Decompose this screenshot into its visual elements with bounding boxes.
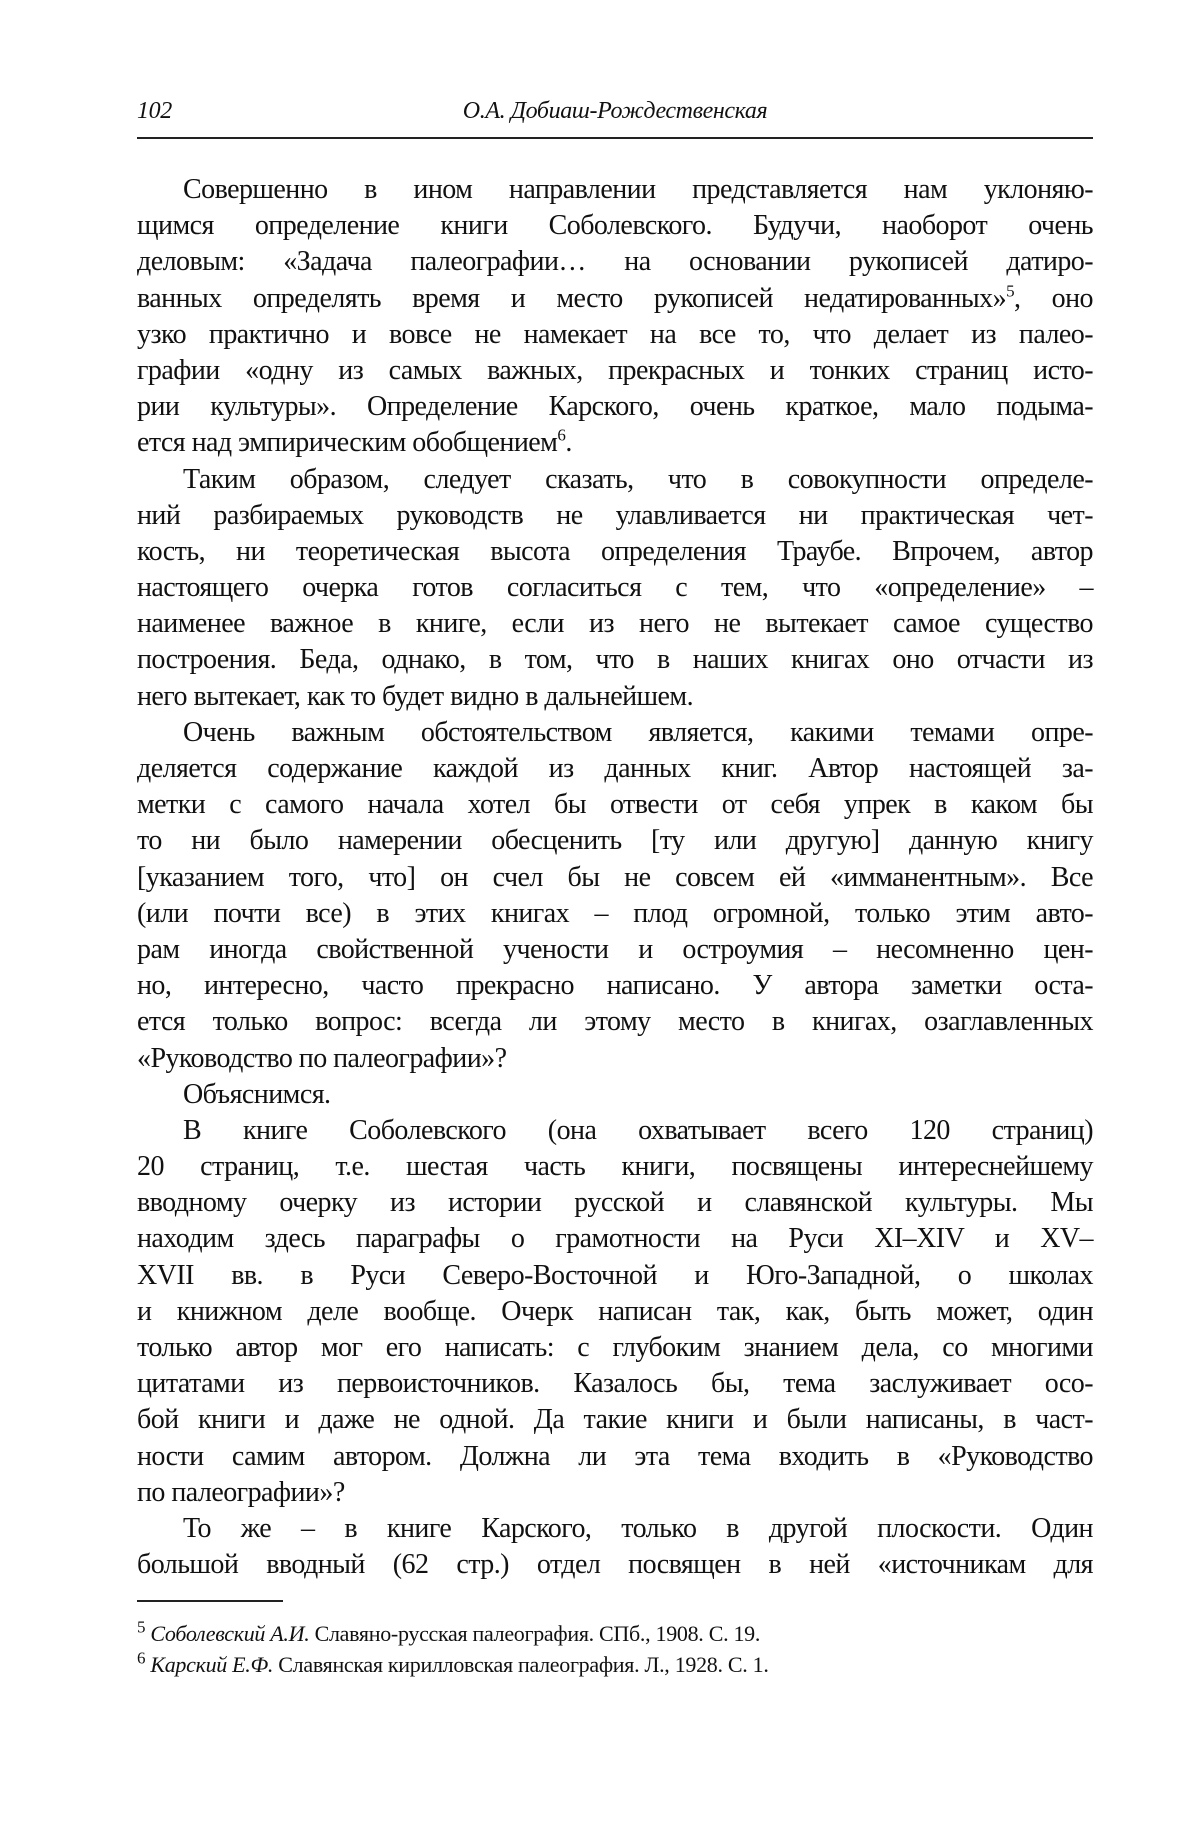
text-line: [137, 1077, 1093, 1113]
text-line: [137, 1221, 1093, 1257]
line-text: узко практично и вовсе не намекает на все то, что делает из палео-: [137, 318, 1093, 350]
footnote-author: Соболевский А.И.: [150, 1621, 310, 1646]
text-line: [137, 860, 1093, 896]
footnote-5: [137, 1618, 1093, 1649]
text-line: [137, 1185, 1093, 1221]
text-line: [137, 787, 1093, 823]
text-line: [137, 642, 1093, 678]
line-text: находим здесь параграфы о грамотности на Руси XI–XIV и XV–: [137, 1223, 1093, 1255]
line-text: XVII вв. в Руси Северо-Восточной и Юго-Западной, о школах: [137, 1259, 1093, 1291]
text-line: [137, 1113, 1093, 1149]
text-line: [137, 823, 1093, 859]
header-rule: [137, 137, 1093, 139]
line-text: щимся определение книги Соболевского. Будучи, наоборот очень: [137, 210, 1093, 242]
paragraph: [137, 1077, 1093, 1113]
text-line: [137, 1330, 1093, 1366]
text-line: [137, 1439, 1093, 1475]
line-text: то ни было намерении обесценить [ту или другую] данную книгу: [137, 825, 1093, 857]
footnote-reference: 5: [1006, 281, 1015, 301]
footnote-mark: 5: [137, 1617, 146, 1637]
line-text: наименее важное в книге, если из него не вытекает самое существо: [137, 608, 1093, 640]
text-line: [137, 715, 1093, 751]
footnote-text: Славяно-русская палеография. СПб., 1908. С. 19.: [309, 1621, 761, 1646]
text-line: [137, 932, 1093, 968]
line-text: ется над эмпирическим обобщением: [137, 427, 558, 459]
text-line: [137, 208, 1093, 244]
line-text: рам иногда свойственной учености и остроумия – несомненно цен-: [137, 933, 1093, 965]
line-text: графии «одну из самых важных, прекрасных и тонких страниц исто-: [137, 354, 1093, 386]
footnote-author: Карский Е.Ф.: [150, 1652, 274, 1677]
line-text: ний разбираемых руководств не улавливается ни практическая чет-: [137, 499, 1093, 531]
footnote-mark: 6: [137, 1648, 146, 1668]
text-line: [137, 1402, 1093, 1438]
running-header: [137, 98, 1093, 128]
line-text: (или почти все) в этих книгах – плод огромной, только этим авто-: [137, 897, 1093, 929]
text-line: [137, 462, 1093, 498]
text-line: [137, 1294, 1093, 1330]
line-text: метки с самого начала хотел бы отвести от себя упрек в каком бы: [137, 789, 1093, 821]
line-text: То же – в книге Карского, только в другой плоскости. Один: [183, 1512, 1093, 1544]
text-line: [137, 353, 1093, 389]
paragraph: [137, 1511, 1093, 1583]
line-text: В книге Соболевского (она охватывает всего 120 страниц): [183, 1114, 1093, 1146]
text-line: [137, 498, 1093, 534]
text-line: [137, 1475, 1093, 1511]
line-text: Объяснимся.: [183, 1078, 331, 1110]
text-line: [137, 1258, 1093, 1294]
text-line: [137, 389, 1093, 425]
line-text: него вытекает, как то будет видно в дальнейшем.: [137, 680, 694, 712]
page-number: 102: [137, 98, 172, 124]
line-text: , оно: [1014, 282, 1093, 314]
line-text: Таким образом, следует сказать, что в совокупности определе-: [183, 463, 1093, 495]
paragraph: [137, 1113, 1093, 1511]
text-line: [137, 896, 1093, 932]
text-line: [137, 425, 1093, 461]
line-text: только автор мог его написать: с глубоким знанием дела, со многими: [137, 1332, 1093, 1363]
line-text: .: [565, 427, 572, 459]
line-text: кость, ни теоретическая высота определения Траубе. Впрочем, автор: [137, 535, 1093, 567]
text-line: [137, 570, 1093, 606]
line-text: бой книги и даже не одной. Да такие книги и были написаны, в част-: [137, 1404, 1093, 1436]
text-line: [137, 1366, 1093, 1402]
footnote-reference: 6: [557, 425, 566, 445]
body-text: [137, 172, 1093, 1583]
line-text: по палеографии»?: [137, 1476, 345, 1508]
text-line: [137, 1004, 1093, 1040]
paragraph: [137, 462, 1093, 715]
footnote-6: [137, 1649, 1093, 1680]
line-text: ванных определять время и место рукописей недатированных»: [137, 282, 1007, 314]
paragraph: [137, 715, 1093, 1077]
text-line: [137, 968, 1093, 1004]
text-line: [137, 1041, 1093, 1077]
line-text: 20 страниц, т.е. шестая часть книги, посвящены интереснейшему: [137, 1151, 1093, 1183]
line-text: построения. Беда, однако, в том, что в наших книгах оно отчасти из: [137, 644, 1093, 676]
paragraph: [137, 172, 1093, 462]
text-line: [137, 281, 1093, 317]
footnotes: [137, 1618, 1093, 1680]
line-text: большой вводный (62 стр.) отдел посвящен в ней «источникам для: [137, 1549, 1093, 1581]
text-line: [137, 1511, 1093, 1547]
text-line: [137, 1149, 1093, 1185]
text-line: [137, 606, 1093, 642]
line-text: деляется содержание каждой из данных книг. Автор настоящей за-: [137, 753, 1093, 784]
line-text: «Руководство по палеографии»?: [137, 1042, 507, 1074]
footnote-text: Славянская кирилловская палеография. Л., 1928. С. 1.: [273, 1652, 769, 1677]
text-line: [137, 317, 1093, 353]
line-text: но, интересно, часто прекрасно написано. У автора заметки оста-: [137, 970, 1093, 1002]
running-title: О.А. Добиаш-Рождественская: [462, 98, 768, 124]
text-line: [137, 534, 1093, 570]
line-text: Совершенно в ином направлении представляется нам уклоняю-: [183, 174, 1093, 205]
line-text: и книжном деле вообще. Очерк написан так, как, быть может, один: [137, 1295, 1093, 1327]
line-text: настоящего очерка готов согласиться с тем, что «определение» –: [137, 572, 1093, 604]
line-text: [указанием того, что] он счел бы не совсем ей «имманентным». Все: [137, 861, 1093, 893]
line-text: ется только вопрос: всегда ли этому место в книгах, озаглавленных: [137, 1006, 1093, 1038]
line-text: вводному очерку из истории русской и славянской культуры. Мы: [137, 1187, 1093, 1219]
footnote-separator: [137, 1600, 283, 1602]
line-text: рии культуры». Определение Карского, очень краткое, мало подыма-: [137, 391, 1093, 423]
text-line: [137, 1547, 1093, 1583]
text-line: [137, 679, 1093, 715]
line-text: цитатами из первоисточников. Казалось бы, тема заслуживает осо-: [137, 1368, 1093, 1400]
text-line: [137, 751, 1093, 787]
text-line: [137, 172, 1093, 208]
line-text: деловым: «Задача палеографии… на основании рукописей датиро-: [137, 246, 1093, 278]
line-text: Очень важным обстоятельством является, какими темами опре-: [183, 716, 1093, 748]
text-line: [137, 244, 1093, 280]
line-text: ности самим автором. Должна ли эта тема входить в «Руководство: [137, 1440, 1093, 1472]
